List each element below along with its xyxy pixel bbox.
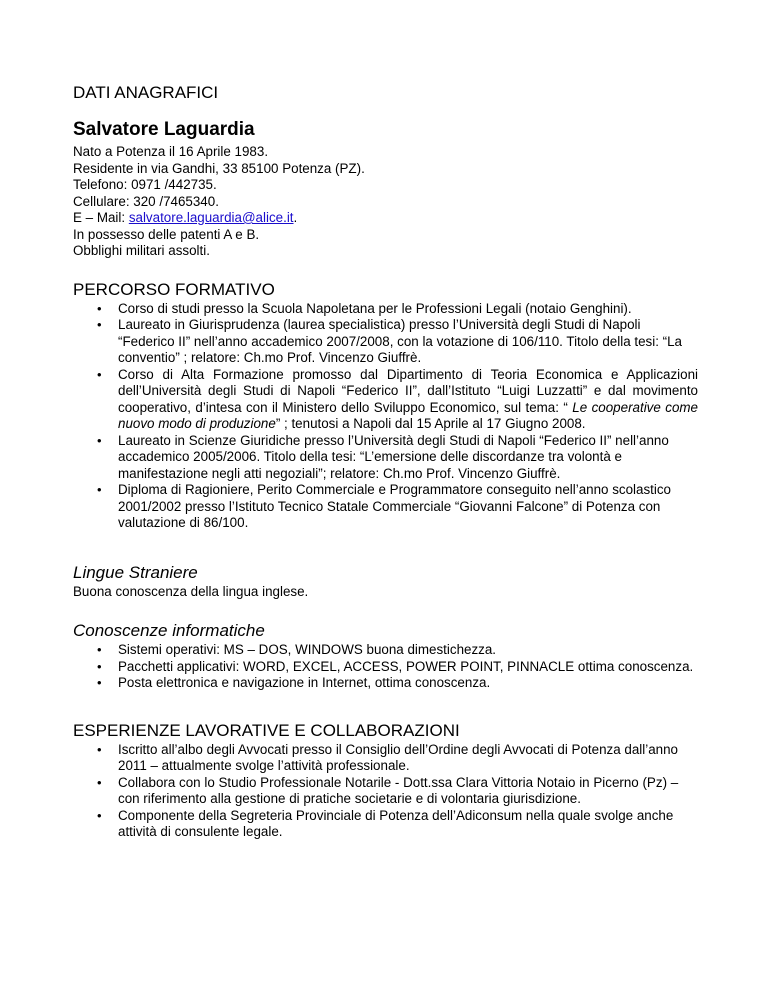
email-suffix: . <box>293 210 298 225</box>
section-title-esperienze: ESPERIENZE LAVORATIVE E COLLABORAZIONI <box>73 720 460 740</box>
phone-info: Telefono: 0971 /442735. <box>73 177 217 192</box>
email-link[interactable]: salvatore.laguardia@alice.it <box>128 210 294 225</box>
alta-formazione-theme: Le cooperative come nuovo modo di produzione <box>118 399 698 431</box>
mobile-info: Cellulare: 320 /7465340. <box>73 193 219 209</box>
license-info: In possesso delle patenti A e B. <box>73 226 260 242</box>
person-name: Salvatore Laguardia <box>73 119 255 140</box>
list-item: • Laureato in Giurisprudenza (laurea specialistica) presso l’Università degli Studi di Napoli “Federico II” nell’anno accademico 2007/2008, con la votazione di 106/110. Titolo della tesi: “La conventio” ; relatore: Ch.mo Prof. Vincenzo Giuffrè. <box>73 317 698 367</box>
list-item <box>73 367 698 433</box>
list-item: • Componente della Segreteria Provinciale di Potenza dell’Adiconsum nella quale svolge anche attività di consulente legale. <box>73 808 698 841</box>
formativo-list <box>73 301 698 532</box>
list-item: • Posta elettronica e navigazione in Internet, ottima conoscenza. <box>73 675 698 692</box>
address-info: Residente in via Gandhi, 33 85100 Potenza (PZ). <box>73 160 365 176</box>
cv-document <box>73 82 698 841</box>
list-item: • Laureato in Scienze Giuridiche presso l’Università degli Studi di Napoli “Federico II” nell’anno accademico 2005/2006. Titolo della tesi: “L’emersione delle discordanze tra volontà e manifestazione negli atti negoziali”; relatore: Ch.mo Prof. Vincenzo Giuffrè. <box>73 433 698 483</box>
section-title-percorso-formativo: PERCORSO FORMATIVO <box>73 279 275 299</box>
informatica-list <box>73 642 698 692</box>
birth-info: Nato a Potenza il 16 Aprile 1983. <box>73 144 269 159</box>
list-item: • Corso di studi presso la Scuola Napoletana per le Professioni Legali (notaio Genghini). <box>73 301 698 318</box>
list-item: • Iscritto all’albo degli Avvocati presso il Consiglio dell’Ordine degli Avvocati di Potenza dall’anno 2011 – attualmente svolge l’attività professionale. <box>73 742 698 775</box>
list-item: • Collabora con lo Studio Professionale Notarile - Dott.ssa Clara Vittoria Notaio in Picerno (Pz) – con riferimento alla gestione di pratiche societarie e di volontaria giurisdizione. <box>73 775 698 808</box>
list-item: • Sistemi operativi: MS – DOS, WINDOWS buona dimestichezza. <box>73 642 698 659</box>
list-item: • Diploma di Ragioniere, Perito Commerciale e Programmatore conseguito nell’anno scolastico 2001/2002 presso l’Istituto Tecnico Statale Commerciale “Giovanni Falcone” di Potenza con valutazione di 86/100. <box>73 482 698 532</box>
email-info <box>73 210 698 227</box>
section-title-informatica: Conoscenze informatiche <box>73 621 265 640</box>
esperienze-list <box>73 742 698 841</box>
section-title-dati-anagrafici: DATI ANAGRAFICI <box>73 83 219 102</box>
list-item: • Pacchetti applicativi: WORD, EXCEL, ACCESS, POWER POINT, PINNACLE ottima conoscenza. <box>73 659 698 676</box>
email-label: E – Mail: <box>73 210 129 225</box>
alta-formazione-dates: ” ; tenutosi a Napoli dal 15 Aprile al 17 Giugno 2008. <box>275 416 586 431</box>
alta-formazione-text: Corso di Alta Formazione promosso dal Dipartimento di Teoria Economica e Applicazioni dell’Università degli Studi di Napoli “Federico II”, dall’Istituto “Luigi Luzzatti” e dal movimento cooperativo, d’intesa con il Ministero dello Sviluppo Economico, sul tema: “ <box>118 366 698 415</box>
lingue-text: Buona conoscenza della lingua inglese. <box>73 583 309 599</box>
section-title-lingue: Lingue Straniere <box>73 562 198 582</box>
military-info: Obblighi militari assolti. <box>73 243 210 258</box>
